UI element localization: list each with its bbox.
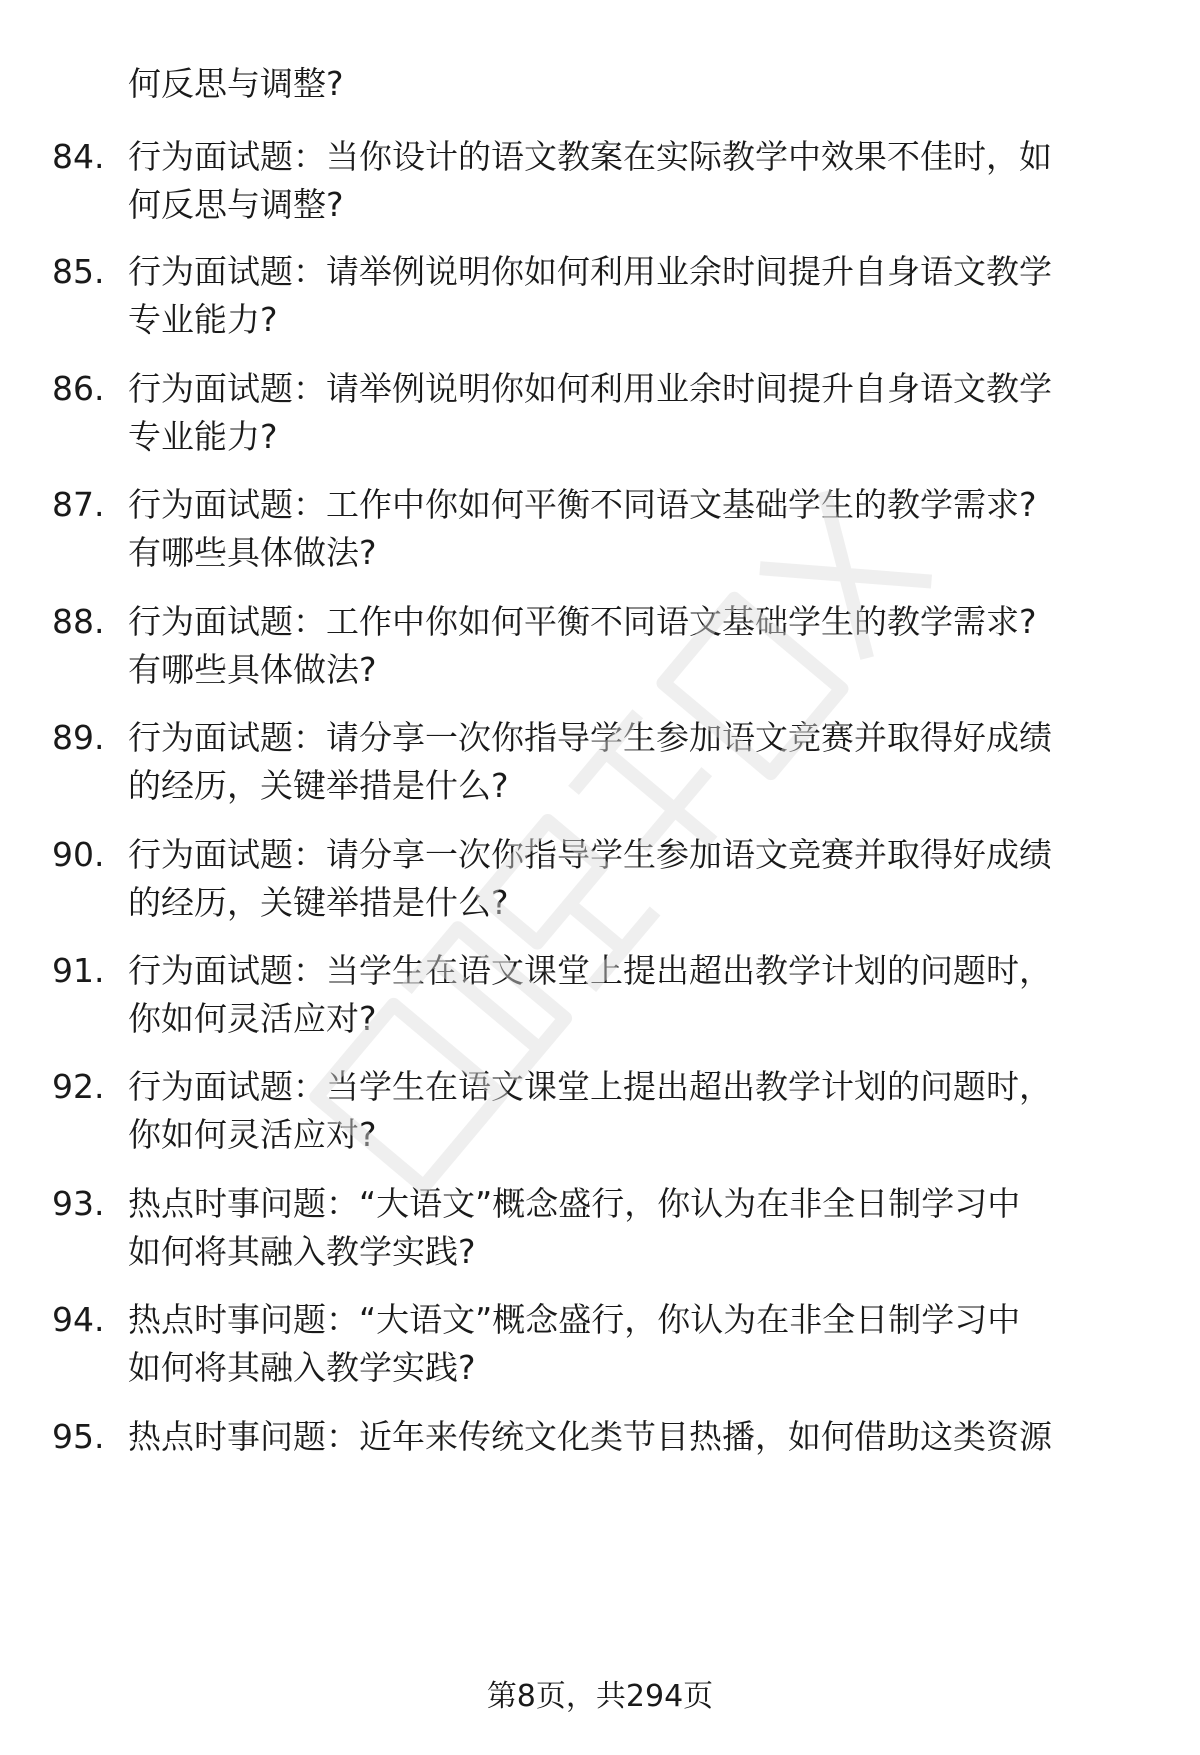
item-number: 88.: [52, 602, 105, 641]
item-text: [128, 1063, 1158, 1159]
item-number: 95.: [52, 1417, 105, 1456]
item-text: [128, 1296, 1158, 1392]
item-line: 的经历，关键举措是什么?: [128, 766, 509, 805]
item-line: 行为面试题：请举例说明你如何利用业余时间提升自身语文教学: [128, 252, 1052, 291]
item-number: 85.: [52, 252, 105, 291]
item-line: 专业能力?: [128, 300, 278, 339]
item-line: 有哪些具体做法?: [128, 650, 377, 689]
item-line: 你如何灵活应对?: [128, 1115, 377, 1154]
item-line: 行为面试题：请分享一次你指导学生参加语文竞赛并取得好成绩: [128, 718, 1052, 757]
page-footer: 第8页，共294页: [486, 1679, 714, 1714]
item-line: 行为面试题：当你设计的语文教案在实际教学中效果不佳时，如: [128, 137, 1052, 176]
item-number: 94.: [52, 1300, 105, 1339]
item-text: [128, 133, 1158, 229]
item-number: 84.: [52, 137, 105, 176]
item-number: 87.: [52, 485, 105, 524]
item-line: 何反思与调整?: [128, 185, 344, 224]
item-number: 93.: [52, 1184, 105, 1223]
item-line: 行为面试题：工作中你如何平衡不同语文基础学生的教学需求?: [128, 602, 1037, 641]
item-line: 如何将其融入教学实践?: [128, 1348, 476, 1387]
item-line: 热点时事问题：“大语文”概念盛行，你认为在非全日制学习中: [128, 1300, 1021, 1339]
item-line: 的经历，关键举措是什么?: [128, 883, 509, 922]
item-number: 90.: [52, 835, 105, 874]
item-text: [128, 947, 1158, 1043]
item-text: [128, 248, 1158, 344]
item-line: 行为面试题：当学生在语文课堂上提出超出教学计划的问题时，: [128, 1067, 1052, 1106]
item-text: [128, 1180, 1158, 1276]
item-number: 92.: [52, 1067, 105, 1106]
item-text: [128, 598, 1158, 694]
item-text: [128, 365, 1158, 461]
item-line: 行为面试题：请举例说明你如何利用业余时间提升自身语文教学: [128, 369, 1052, 408]
continuation-line: 何反思与调整?: [128, 64, 344, 103]
item-text: [128, 714, 1158, 810]
item-number: 86.: [52, 369, 105, 408]
item-number: 89.: [52, 718, 105, 757]
item-text: [128, 831, 1158, 927]
item-line: 热点时事问题：“大语文”概念盛行，你认为在非全日制学习中: [128, 1184, 1021, 1223]
item-line: 行为面试题：请分享一次你指导学生参加语文竞赛并取得好成绩: [128, 835, 1052, 874]
item-line: 有哪些具体做法?: [128, 533, 377, 572]
item-line: 你如何灵活应对?: [128, 999, 377, 1038]
item-line: 行为面试题：工作中你如何平衡不同语文基础学生的教学需求?: [128, 485, 1037, 524]
item-line: 热点时事问题：近年来传统文化类节目热播，如何借助这类资源: [128, 1417, 1052, 1456]
item-line: 专业能力?: [128, 417, 278, 456]
item-text: [128, 1413, 1158, 1461]
item-text: [128, 481, 1158, 577]
item-number: 91.: [52, 951, 105, 990]
item-line: 如何将其融入教学实践?: [128, 1232, 476, 1271]
item-line: 行为面试题：当学生在语文课堂上提出超出教学计划的问题时，: [128, 951, 1052, 990]
